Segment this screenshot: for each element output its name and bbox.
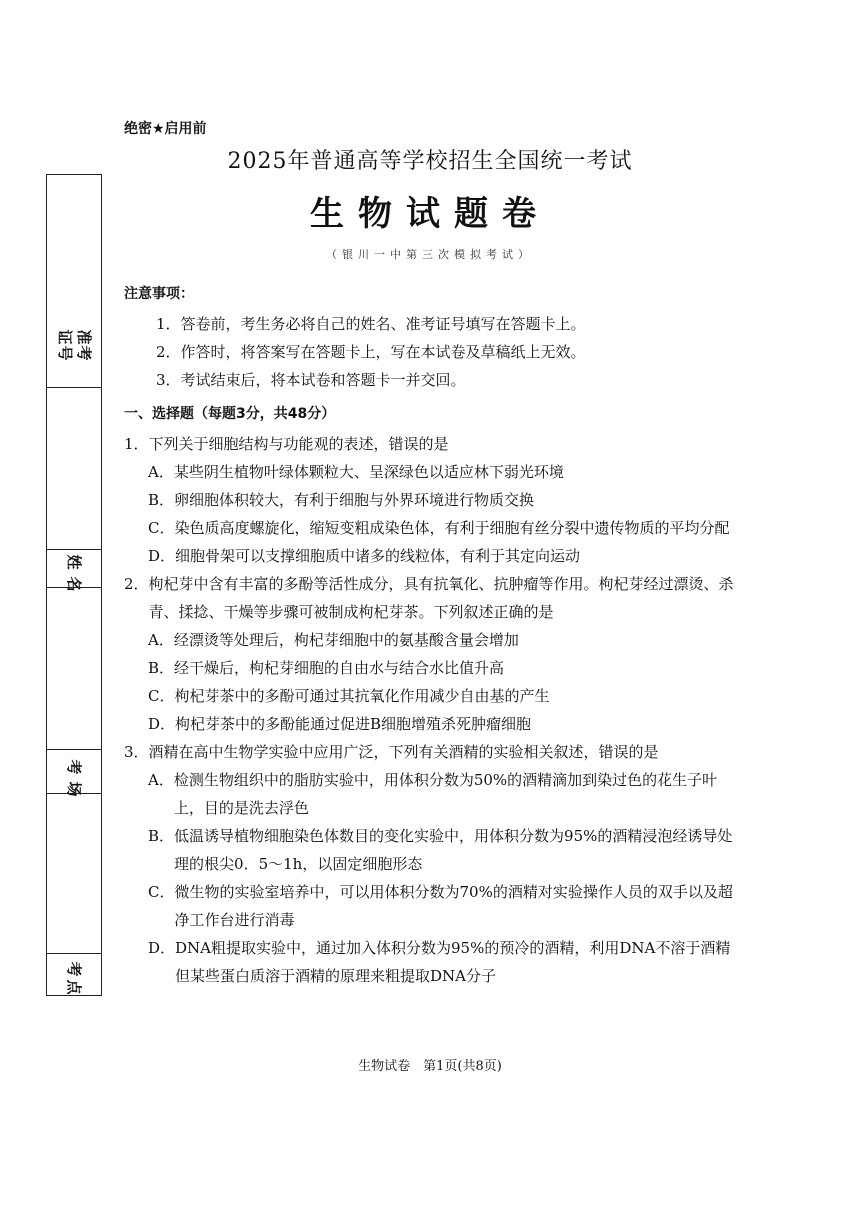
page-footer: 生物试卷 第1页(共8页) [358, 1059, 502, 1074]
sidebar-char: 考 [74, 345, 93, 361]
exam-title: 2025年普通高等学校招生全国统一考试 [227, 149, 633, 174]
sidebar-field-site [47, 961, 101, 995]
question-text: 枸杞芽中含有丰富的多酚等活性成分，具有抗氧化、抗肿瘤等作用。枸杞芽经过漂烫、杀青、揉捻、干燥等步骤可被制成枸杞芽茶。下列叙述正确的是 [148, 575, 734, 621]
option-label: C． [148, 883, 175, 901]
sidebar-divider [47, 387, 101, 388]
option-label: D． [148, 547, 176, 565]
sidebar-divider [47, 953, 101, 954]
sidebar-char: 考 [65, 961, 83, 977]
question-stem [124, 738, 744, 766]
option-d [148, 710, 744, 738]
sidebar-char: 号 [55, 345, 74, 361]
paper-title: 生物试题卷 [310, 194, 550, 234]
option-label: D． [148, 939, 176, 957]
option-text: DNA粗提取实验中，通过加入体积分数为95%的预冷的酒精，利用DNA不溶于酒精但某些蛋白质溶于酒精的原理来粗提取DNA分子 [175, 939, 731, 985]
option-text: 经漂烫等处理后，枸杞芽细胞中的氨基酸含量会增加 [173, 631, 519, 649]
notice-title: 注意事项： [124, 286, 194, 302]
option-b [148, 822, 744, 878]
question-stem [124, 570, 744, 626]
exam-subtitle: （银川一中第三次模拟考试） [326, 248, 534, 261]
option-text: 某些阴生植物叶绿体颗粒大、呈深绿色以适应林下弱光环境 [173, 463, 564, 481]
question-number: 2． [124, 575, 149, 593]
sidebar-char: 姓 [65, 554, 83, 570]
question-number: 3． [124, 743, 149, 761]
option-text: 低温诱导植物细胞染色体数目的变化实验中，用体积分数为95%的酒精浸泡经诱导处理的根尖0．5～1h，以固定细胞形态 [174, 827, 733, 873]
question-3 [124, 738, 744, 990]
sidebar-char: 场 [65, 781, 83, 797]
option-text: 微生物的实验室培养中，可以用体积分数为70%的酒精对实验操作人员的双手以及超净工作台进行消毒 [174, 883, 733, 929]
sidebar-char: 考 [65, 759, 83, 775]
notice-item: 2．作答时，将答案写在答题卡上，写在本试卷及草稿纸上无效。 [156, 343, 586, 361]
notice-item: 3．考试结束后，将本试卷和答题卡一并交回。 [156, 371, 466, 389]
confidential-label: 绝密★启用前 [124, 121, 207, 137]
option-label: C． [148, 519, 175, 537]
option-c [148, 514, 744, 542]
option-a [148, 458, 744, 486]
option-text: 经干燥后，枸杞芽细胞的自由水与结合水比值升高 [174, 659, 505, 677]
option-d [148, 542, 744, 570]
question-text: 酒精在高中生物学实验中应用广泛，下列有关酒精的实验相关叙述，错误的是 [148, 743, 659, 761]
option-d [148, 934, 744, 990]
option-text: 枸杞芽茶中的多酚可通过其抗氧化作用减少自由基的产生 [174, 687, 550, 705]
binding-sidebar [46, 174, 102, 996]
sidebar-char: 准 [74, 329, 93, 345]
option-label: B． [148, 827, 175, 845]
option-a [148, 626, 744, 654]
section-title: 一、选择题（每题3分，共48分） [124, 406, 336, 422]
option-text: 枸杞芽茶中的多酚能通过促进B细胞增殖杀死肿瘤细胞 [175, 715, 532, 733]
option-label: C． [148, 687, 175, 705]
option-a [148, 766, 744, 822]
sidebar-divider [47, 793, 101, 794]
question-list [124, 430, 744, 990]
sidebar-char: 证 [55, 329, 74, 345]
option-b [148, 486, 744, 514]
sidebar-field-exam-id [47, 329, 101, 361]
option-label: D． [148, 715, 176, 733]
option-label: A． [148, 771, 174, 789]
question-1 [124, 430, 744, 570]
notice-list [156, 310, 586, 394]
sidebar-char: 点 [65, 979, 83, 995]
sidebar-field-room [47, 759, 101, 797]
option-text: 细胞骨架可以支撑细胞质中诸多的线粒体，有利于其定向运动 [175, 547, 581, 565]
sidebar-char: 名 [65, 576, 83, 592]
option-label: B． [148, 659, 175, 677]
question-number: 1． [124, 435, 149, 453]
sidebar-divider [47, 549, 101, 550]
option-c [148, 878, 744, 934]
option-text: 检测生物组织中的脂肪实验中，用体积分数为50%的酒精滴加到染过色的花生子叶上，目的是洗去浮色 [173, 771, 718, 817]
option-b [148, 654, 744, 682]
option-text: 染色质高度螺旋化，缩短变粗成染色体，有利于细胞有丝分裂中遗传物质的平均分配 [174, 519, 730, 537]
question-text: 下列关于细胞结构与功能观的表述，错误的是 [148, 435, 449, 453]
sidebar-divider [47, 749, 101, 750]
option-c [148, 682, 744, 710]
option-label: A． [148, 631, 174, 649]
question-2 [124, 570, 744, 738]
option-label: B． [148, 491, 175, 509]
question-stem [124, 430, 744, 458]
option-label: A． [148, 463, 174, 481]
sidebar-divider [47, 587, 101, 588]
option-text: 卵细胞体积较大，有利于细胞与外界环境进行物质交换 [174, 491, 535, 509]
notice-item: 1．答卷前，考生务必将自己的姓名、准考证号填写在答题卡上。 [156, 315, 586, 333]
